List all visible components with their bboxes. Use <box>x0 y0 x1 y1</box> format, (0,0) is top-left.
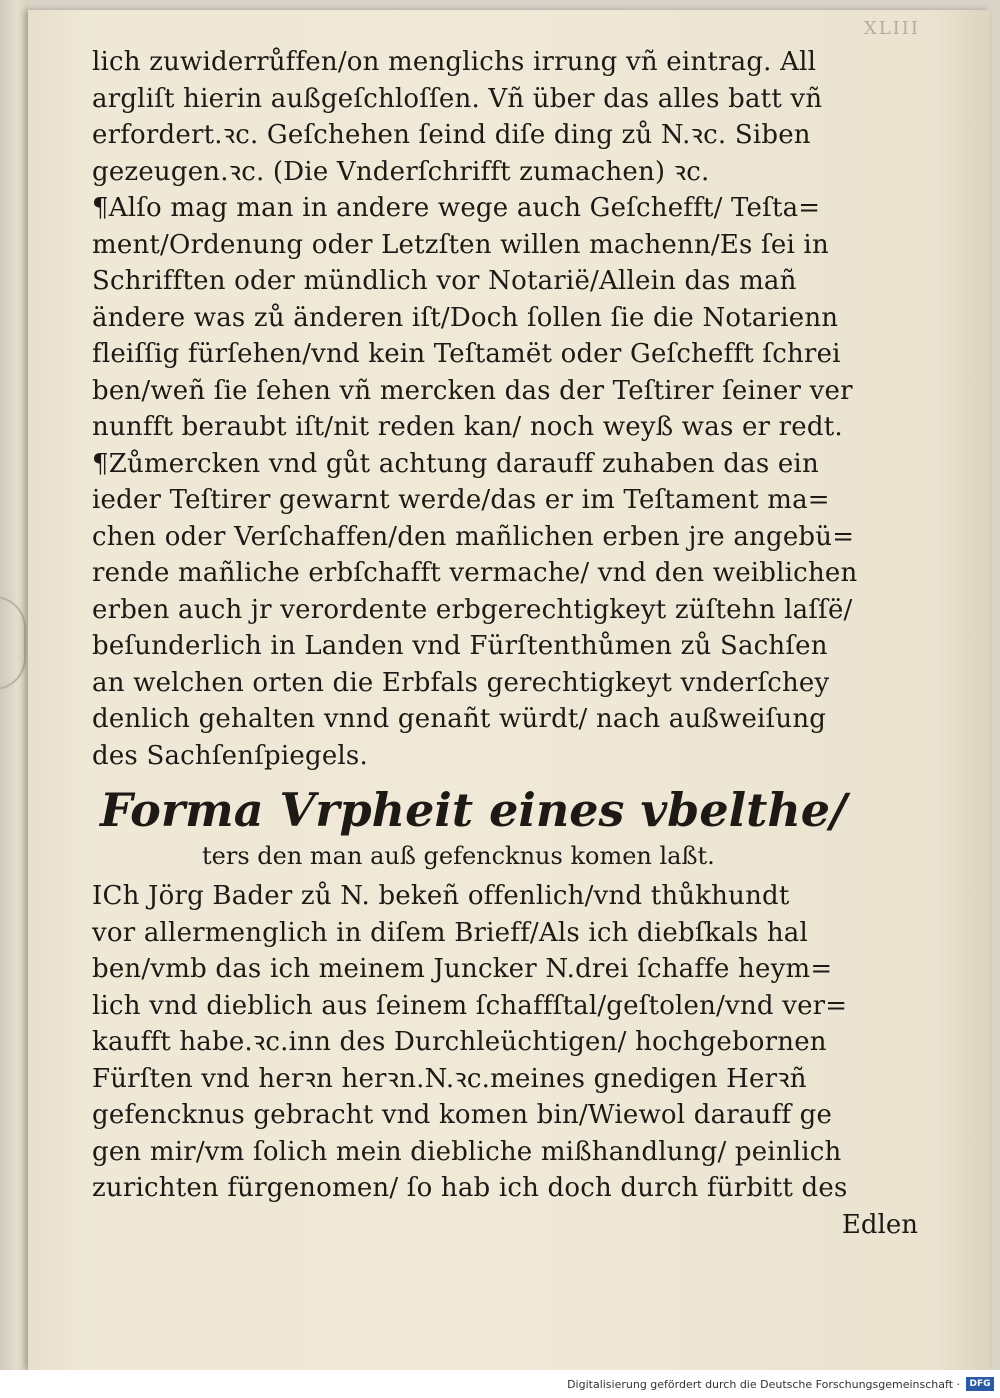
text-line: lich vnd dieblich aus ſeinem ſchaffſtal/geſtolen/vnd ver= <box>92 990 848 1021</box>
text-line: gefencknus gebracht vnd komen bin/Wiewol darauff ge <box>92 1100 833 1130</box>
text-line: ¶Zůmercken vnd gůt achtung darauff zuhaben das ein <box>92 448 819 479</box>
text-line: lich zuwiderrůffen/on menglichs irrung vñ eintrag. All <box>92 47 817 77</box>
text-line: ment/Ordenung oder Letzſten willen machenn/Es ſei in <box>92 229 829 260</box>
section-subheading: ters den man auß gefencknus komen laßt. <box>202 842 715 870</box>
text-line: ben/weñ ſie ſehen vñ mercken das der Teſtirer ſeiner ver <box>92 375 853 406</box>
text-line: nunfft beraubt iſt/nit reden kan/ noch weyß was er redt. <box>92 412 843 442</box>
catchword: Edlen <box>841 1209 918 1240</box>
footer-credit: Digitalisierung gefördert durch die Deutsche Forschungsgemeinschaft · <box>567 1378 960 1391</box>
text-line: gezeugen.ꝛc. (Die Vnderſchrifft zumachen) ꝛc. <box>92 156 710 187</box>
text-line: ¶Alſo mag man in andere wege auch Geſchefft/ Teſta= <box>92 193 821 223</box>
page-edge <box>0 0 28 1370</box>
text-line: zurichten fürgenomen/ ſo hab ich doch durch fürbitt des <box>92 1173 848 1203</box>
page-tab-mark <box>0 596 26 690</box>
text-line: an welchen orten die Erbfals gerechtigkeyt vnderſchey <box>92 667 830 698</box>
text-line: erben auch jr verordente erbgerechtigkeyt züſtehn laſſë/ <box>92 594 853 625</box>
text-line: fleiſſig fürſehen/vnd kein Teſtamët oder Geſchefft ſchrei <box>92 339 841 369</box>
text-line: Schrifften oder mündlich vor Notarië/Allein das mañ <box>92 266 797 296</box>
text-line: denlich gehalten vnnd genañt würdt/ nach außweiſung <box>92 704 827 734</box>
text-line: ieder Teſtirer gewarnt werde/das er im Teſtament ma= <box>92 485 830 515</box>
section-heading: Forma Vrpheit eines vbelthe/ <box>100 783 847 837</box>
digitization-footer <box>0 1370 1000 1398</box>
text-line: rende mañliche erbſchafft vermache/ vnd den weiblichen <box>92 558 858 588</box>
text-line: Fürſten vnd herꝛn herꝛn.N.ꝛc.meines gnedigen Herꝛñ <box>92 1063 807 1094</box>
dfg-logo-icon: DFG <box>966 1377 994 1391</box>
text-line: chen oder Verſchaffen/den mañlichen erben jre angebü= <box>92 521 855 552</box>
text-line: gen mir/vm ſolich mein diebliche mißhandlung/ peinlich <box>92 1136 842 1167</box>
text-line: beſunderlich in Landen vnd Fürſtenthůmen zů Sachſen <box>92 631 828 661</box>
text-block <box>92 44 938 1243</box>
text-line: vor allermenglich in diſem Brieff/Als ich diebſkals hal <box>92 917 809 948</box>
text-line: erfordert.ꝛc. Geſchehen ſeind diſe ding zů N.ꝛc. Siben <box>92 120 811 150</box>
text-line: argliſt hierin außgeſchloſſen. Vñ über das alles batt vñ <box>92 83 823 114</box>
text-line: ändere was zů änderen iſt/Doch ſollen ſie die Notarienn <box>92 302 839 333</box>
running-head: XLIII <box>863 18 920 39</box>
text-line: ICh Jörg Bader zů N. bekeñ offenlich/vnd thůkhundt <box>92 881 790 911</box>
text-line: des Sachſenſpiegels. <box>92 740 368 771</box>
text-line: ben/vmb das ich meinem Juncker N.drei ſchaffe heym= <box>92 954 833 984</box>
text-line: kaufft habe.ꝛc.inn des Durchleüchtigen/ hochgebornen <box>92 1027 827 1057</box>
